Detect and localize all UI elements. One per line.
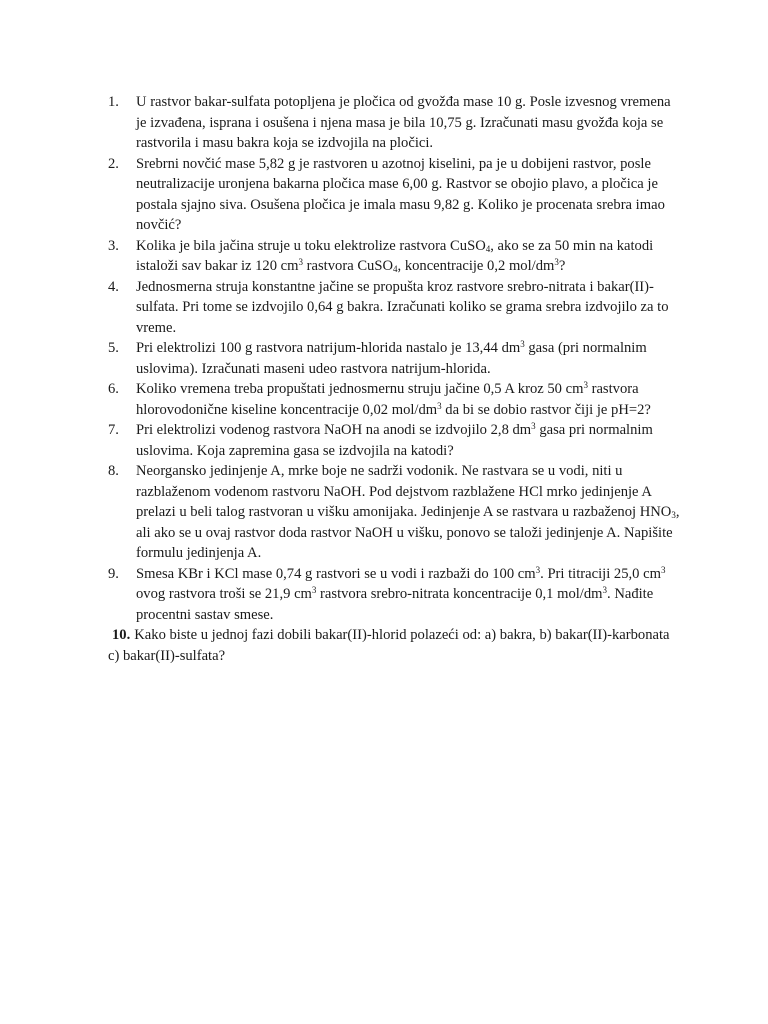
problem-item [108,277,680,339]
problem-text: Kolika je bila jačina struje u toku elektrolize rastvora CuSO$_4$, ako se za 50 min na katodi istaloži sav bakar iz 120 $cm^3$ rastvora CuSO$_4$, koncentracije 0,2 mol/$dm^3$? [136,237,654,274]
problem-text: Srebrni novčić mase 5,82 g je rastvoren u azotnoj kiselini, pa je u dobijeni rastvor, posle neutralizacije uronjena bakarna pločica mase 6,00 g. Rastvor se obojio plavo, a pločica je postala sjajno siva. Osušena pločica je imala masu 9,82 g. Koliko je procenata srebra imao novčić? [136,155,665,233]
problem-text: U rastvor bakar-sulfata potopljena je pločica od gvožđa mase 10 g. Posle izvesnog vremena je izvađena, isprana i osušena i njena masa je bila 10,75 g. Izračunati masu gvožđa koja se rastvorila i masu bakra koja se izdvojila na pločici. [136,94,671,151]
problem-text: Smesa KBr i KCl mase 0,74 g rastvori se u vodi i razbaži do 100 $cm^3$. Pri titraciji 25,0 $cm^3$ ovog rastvora troši se 21,9 $cm^3$ rastvora srebro-nitrata koncentracije 0,1 mol/$dm^3$. Nađite procentni sastav smese. [136,564,666,623]
problem-text: Jednosmerna struja konstantne jačine se propušta kroz rastvore srebro-nitrata i bakar(II)-sulfata. Pri tome se izdvojilo 0,64 g bakra. Izračunati koliko se grama srebra izdvojilo za to vreme. [136,278,669,336]
problem-list [108,92,680,666]
problem-number: 6. [108,381,119,397]
problem-number: 3. [108,237,119,254]
problem-number: 2. [108,155,119,172]
problem-number: 8. [108,463,119,479]
problem-item [108,420,680,461]
problem-text: Pri elektrolizi vodenog rastvora NaOH na anodi se izdvojilo 2,8 $dm^3$ gasa pri normalnim uslovima. Koja zapremina gasa se izdvojila na katodi? [136,421,653,459]
problem-item [108,236,680,277]
problem-item [108,154,680,236]
problem-number: 1. [108,94,119,110]
problem-number: 5. [108,340,119,356]
problem-number: 10. [112,627,131,643]
problem-item [108,461,680,564]
problem-number: 7. [108,422,119,438]
problem-text: Kako biste u jednoj fazi dobili bakar(II)-hlorid polazeći od: a) bakra, b) bakar(II)-karbonata c) bakar(II)-sulfata? [108,627,670,664]
problem-text: Koliko vremena treba propuštati jednosmernu struju jačine 0,5 A kroz 50 $cm^3$ rastvora hlorovodonične kiseline koncentracije 0,02 mol/$dm^3$ da bi se dobio rastvor čiji je pH=2? [136,380,651,418]
problem-item [108,564,680,626]
problem-item [108,338,680,379]
problem-number: 4. [108,278,119,295]
problem-text: Pri elektrolizi 100 g rastvora natrijum-hlorida nastalo je 13,44 $dm^3$ gasa (pri normalnim uslovima). Izračunati maseni udeo rastvora natrijum-hlorida. [136,339,647,377]
problem-item [108,379,680,420]
problem-text: Neorgansko jedinjenje A, mrke boje ne sadrži vodonik. Ne rastvara se u vodi, niti u razblaženom vodenom rastvoru NaOH. Pod dejstvom razblažene HCl mrko jedinjenje A prelazi u beli talog rastvoran u višku amonijaka. Jedinjenje A se rastvara u razbaženoj $HNO_3$, ali ako se u ovaj rastvor doda rastvor NaOH u višku, ponovo se taloži jedinjenje A. Napišite formulu jedinjenja A. [136,463,680,561]
problem-number: 9. [108,565,119,582]
problem-item [108,625,680,666]
problem-item [108,92,680,154]
